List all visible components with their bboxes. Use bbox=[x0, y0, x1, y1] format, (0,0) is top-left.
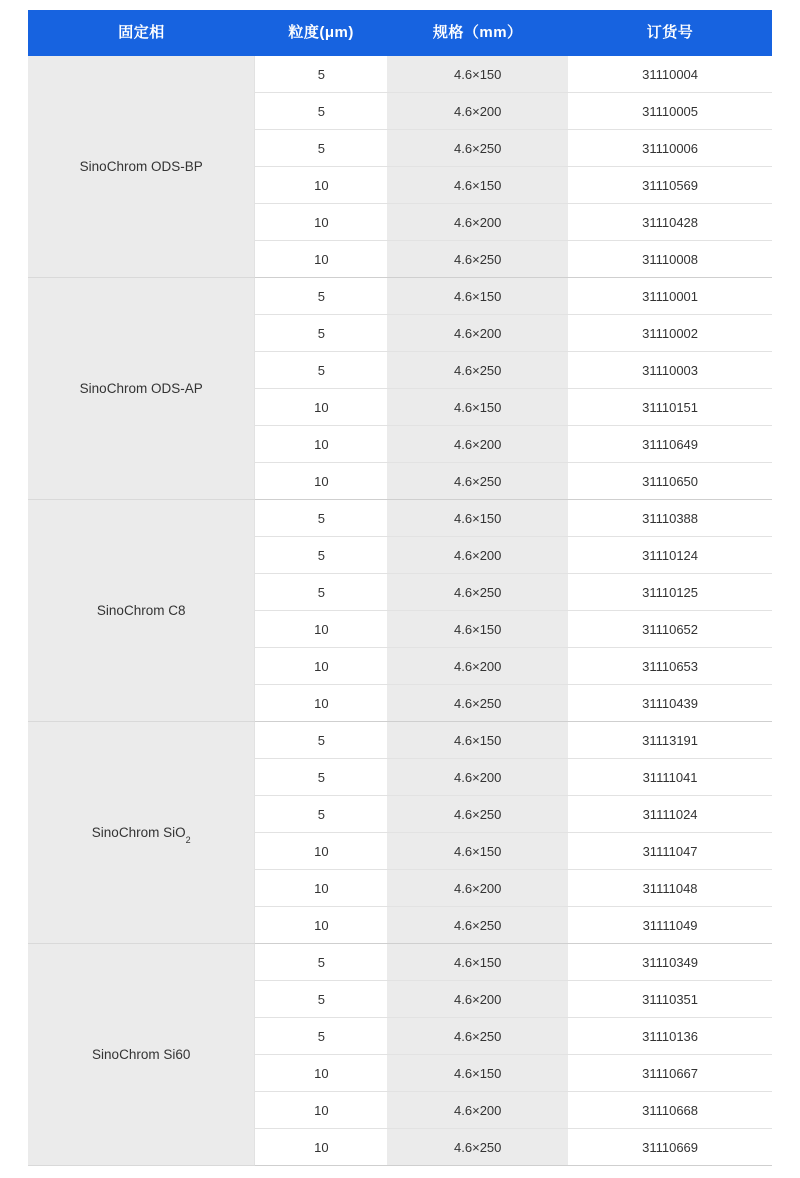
cell-order-number: 31110351 bbox=[568, 981, 772, 1018]
cell-dimension: 4.6×150 bbox=[387, 611, 568, 648]
cell-particle-size: 10 bbox=[255, 685, 387, 722]
table-header-row bbox=[28, 10, 772, 56]
stationary-phase-label: SinoChrom C8 bbox=[96, 603, 186, 618]
cell-particle-size: 5 bbox=[255, 352, 387, 389]
cell-dimension: 4.6×250 bbox=[387, 1129, 568, 1166]
cell-dimension: 4.6×200 bbox=[387, 315, 568, 352]
cell-particle-size: 5 bbox=[255, 759, 387, 796]
stationary-phase-label: SinoChrom ODS-BP bbox=[79, 159, 203, 174]
cell-dimension: 4.6×250 bbox=[387, 463, 568, 500]
cell-order-number: 31110569 bbox=[568, 167, 772, 204]
column-header-dimension: 规格（mm） bbox=[387, 10, 568, 56]
table-body bbox=[28, 56, 772, 1166]
cell-dimension: 4.6×150 bbox=[387, 722, 568, 759]
cell-dimension: 4.6×200 bbox=[387, 981, 568, 1018]
cell-order-number: 31110001 bbox=[568, 278, 772, 315]
table-header bbox=[28, 10, 772, 56]
cell-dimension: 4.6×200 bbox=[387, 537, 568, 574]
cell-dimension: 4.6×250 bbox=[387, 130, 568, 167]
stationary-phase-subscript: 2 bbox=[185, 835, 191, 845]
cell-order-number: 31110439 bbox=[568, 685, 772, 722]
cell-dimension: 4.6×250 bbox=[387, 907, 568, 944]
cell-order-number: 31110151 bbox=[568, 389, 772, 426]
cell-stationary-phase bbox=[28, 278, 255, 500]
cell-particle-size: 10 bbox=[255, 870, 387, 907]
column-header-particle-size: 粒度(μm) bbox=[255, 10, 387, 56]
cell-particle-size: 5 bbox=[255, 500, 387, 537]
cell-particle-size: 10 bbox=[255, 1129, 387, 1166]
table-row bbox=[28, 500, 772, 537]
cell-dimension: 4.6×200 bbox=[387, 1092, 568, 1129]
stationary-phase-label: SinoChrom SiO bbox=[91, 825, 186, 840]
cell-particle-size: 5 bbox=[255, 1018, 387, 1055]
cell-particle-size: 10 bbox=[255, 1055, 387, 1092]
stationary-phase-label: SinoChrom Si60 bbox=[92, 1047, 191, 1062]
cell-order-number: 31110136 bbox=[568, 1018, 772, 1055]
cell-order-number: 31110650 bbox=[568, 463, 772, 500]
cell-dimension: 4.6×250 bbox=[387, 574, 568, 611]
cell-dimension: 4.6×200 bbox=[387, 426, 568, 463]
cell-dimension: 4.6×250 bbox=[387, 352, 568, 389]
cell-particle-size: 5 bbox=[255, 56, 387, 93]
table-row bbox=[28, 722, 772, 759]
cell-order-number: 31111048 bbox=[568, 870, 772, 907]
cell-dimension: 4.6×150 bbox=[387, 278, 568, 315]
cell-particle-size: 10 bbox=[255, 463, 387, 500]
cell-particle-size: 5 bbox=[255, 93, 387, 130]
column-header-order-number: 订货号 bbox=[568, 10, 772, 56]
cell-order-number: 31113191 bbox=[568, 722, 772, 759]
cell-order-number: 31110124 bbox=[568, 537, 772, 574]
cell-dimension: 4.6×150 bbox=[387, 56, 568, 93]
cell-particle-size: 5 bbox=[255, 537, 387, 574]
cell-dimension: 4.6×200 bbox=[387, 93, 568, 130]
cell-stationary-phase bbox=[28, 944, 255, 1166]
stationary-phase-label: SinoChrom ODS-AP bbox=[79, 381, 203, 396]
cell-particle-size: 5 bbox=[255, 278, 387, 315]
cell-particle-size: 10 bbox=[255, 426, 387, 463]
cell-particle-size: 10 bbox=[255, 204, 387, 241]
cell-dimension: 4.6×200 bbox=[387, 870, 568, 907]
cell-order-number: 31110125 bbox=[568, 574, 772, 611]
cell-particle-size: 5 bbox=[255, 574, 387, 611]
cell-dimension: 4.6×200 bbox=[387, 204, 568, 241]
cell-order-number: 31110003 bbox=[568, 352, 772, 389]
column-specification-table bbox=[28, 10, 772, 1166]
table-row bbox=[28, 944, 772, 981]
cell-dimension: 4.6×150 bbox=[387, 167, 568, 204]
cell-order-number: 31110653 bbox=[568, 648, 772, 685]
cell-order-number: 31110649 bbox=[568, 426, 772, 463]
cell-order-number: 31110652 bbox=[568, 611, 772, 648]
cell-stationary-phase bbox=[28, 500, 255, 722]
cell-dimension: 4.6×200 bbox=[387, 759, 568, 796]
cell-particle-size: 10 bbox=[255, 1092, 387, 1129]
cell-order-number: 31110002 bbox=[568, 315, 772, 352]
cell-order-number: 31110349 bbox=[568, 944, 772, 981]
cell-dimension: 4.6×150 bbox=[387, 944, 568, 981]
cell-dimension: 4.6×250 bbox=[387, 241, 568, 278]
table-row bbox=[28, 278, 772, 315]
cell-dimension: 4.6×150 bbox=[387, 500, 568, 537]
cell-particle-size: 5 bbox=[255, 981, 387, 1018]
cell-particle-size: 5 bbox=[255, 944, 387, 981]
cell-dimension: 4.6×250 bbox=[387, 1018, 568, 1055]
cell-order-number: 31110006 bbox=[568, 130, 772, 167]
cell-order-number: 31110667 bbox=[568, 1055, 772, 1092]
cell-dimension: 4.6×150 bbox=[387, 833, 568, 870]
cell-stationary-phase bbox=[28, 56, 255, 278]
cell-order-number: 31111047 bbox=[568, 833, 772, 870]
cell-dimension: 4.6×250 bbox=[387, 796, 568, 833]
cell-dimension: 4.6×250 bbox=[387, 685, 568, 722]
cell-particle-size: 5 bbox=[255, 315, 387, 352]
cell-dimension: 4.6×200 bbox=[387, 648, 568, 685]
cell-order-number: 31110005 bbox=[568, 93, 772, 130]
cell-stationary-phase bbox=[28, 722, 255, 944]
cell-particle-size: 5 bbox=[255, 130, 387, 167]
cell-particle-size: 10 bbox=[255, 907, 387, 944]
cell-order-number: 31111024 bbox=[568, 796, 772, 833]
cell-order-number: 31110008 bbox=[568, 241, 772, 278]
cell-particle-size: 10 bbox=[255, 833, 387, 870]
cell-order-number: 31110388 bbox=[568, 500, 772, 537]
cell-particle-size: 10 bbox=[255, 611, 387, 648]
cell-particle-size: 5 bbox=[255, 722, 387, 759]
cell-order-number: 31110669 bbox=[568, 1129, 772, 1166]
cell-order-number: 31111049 bbox=[568, 907, 772, 944]
cell-particle-size: 10 bbox=[255, 389, 387, 426]
cell-particle-size: 5 bbox=[255, 796, 387, 833]
cell-order-number: 31110428 bbox=[568, 204, 772, 241]
column-header-stationary-phase: 固定相 bbox=[28, 10, 255, 56]
cell-dimension: 4.6×150 bbox=[387, 389, 568, 426]
table-row bbox=[28, 56, 772, 93]
cell-order-number: 31110004 bbox=[568, 56, 772, 93]
cell-particle-size: 10 bbox=[255, 241, 387, 278]
cell-particle-size: 10 bbox=[255, 648, 387, 685]
cell-dimension: 4.6×150 bbox=[387, 1055, 568, 1092]
cell-order-number: 31110668 bbox=[568, 1092, 772, 1129]
cell-order-number: 31111041 bbox=[568, 759, 772, 796]
cell-particle-size: 10 bbox=[255, 167, 387, 204]
